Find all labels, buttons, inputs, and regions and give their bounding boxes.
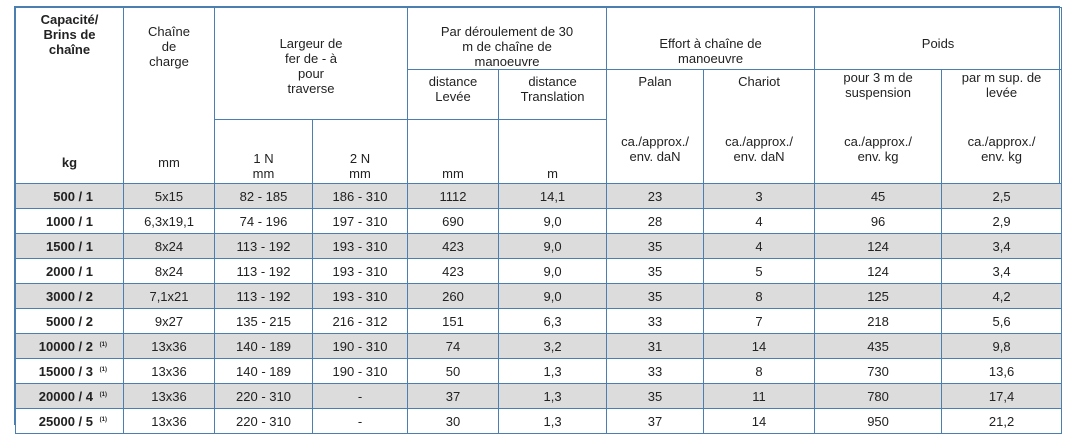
header-travel-label: Par déroulement de 30 m de chaîne de manoeuvre	[440, 24, 574, 69]
cell-weight-extra: 2,9	[942, 209, 1062, 234]
cell-capacity-value: 1500 / 1	[46, 238, 93, 254]
header-width-1n-label: 1 N	[253, 151, 274, 166]
header-width-2n-unit: mm	[349, 166, 371, 181]
header-travel-lift-label: distance Levée	[428, 74, 478, 104]
cell-width-1n: 113 - 192	[215, 234, 313, 259]
cell-travel-lift: 260	[408, 284, 499, 309]
cell-capacity	[16, 284, 124, 309]
header-width-2n-label: 2 N	[349, 151, 371, 166]
cell-effort-palan: 35	[607, 234, 704, 259]
cell-travel-lift: 37	[408, 384, 499, 409]
cell-effort-chariot: 5	[704, 259, 815, 284]
cell-effort-chariot: 7	[704, 309, 815, 334]
header-effort-palan	[607, 70, 704, 184]
cell-width-2n: 190 - 310	[313, 359, 408, 384]
footnote-marker: (1)	[99, 367, 107, 373]
cell-width-2n: 197 - 310	[313, 209, 408, 234]
cell-chain: 13x36	[124, 409, 215, 434]
cell-weight-3m: 124	[815, 259, 942, 284]
cell-capacity	[16, 259, 124, 284]
table-row	[16, 409, 1062, 434]
cell-weight-3m: 730	[815, 359, 942, 384]
table-header	[16, 8, 1062, 184]
cell-travel-trans: 1,3	[499, 409, 607, 434]
cell-weight-3m: 96	[815, 209, 942, 234]
header-weight-extra-unit: ca./approx./ env. kg	[967, 134, 1036, 164]
footnote-marker: (1)	[99, 342, 107, 348]
table-row	[16, 184, 1062, 209]
cell-effort-chariot: 4	[704, 234, 815, 259]
footnote-marker: (1)	[99, 392, 107, 398]
cell-capacity-value: 3000 / 2	[46, 288, 93, 304]
cell-weight-3m: 780	[815, 384, 942, 409]
cell-width-1n: 82 - 185	[215, 184, 313, 209]
header-width-1n-unit: mm	[252, 166, 275, 181]
cell-effort-chariot: 8	[704, 359, 815, 384]
header-weight-label: Poids	[921, 36, 955, 51]
cell-effort-chariot: 3	[704, 184, 815, 209]
header-effort-label: Effort à chaîne de manoeuvre	[659, 36, 762, 66]
cell-effort-palan: 33	[607, 309, 704, 334]
cell-chain: 13x36	[124, 359, 215, 384]
cell-chain: 8x24	[124, 234, 215, 259]
cell-width-2n: 193 - 310	[313, 234, 408, 259]
header-chain-label: Chaîne de charge	[148, 24, 190, 69]
cell-width-2n: -	[313, 409, 408, 434]
cell-travel-lift: 30	[408, 409, 499, 434]
cell-travel-lift: 690	[408, 209, 499, 234]
cell-chain: 13x36	[124, 384, 215, 409]
header-travel-trans	[499, 70, 607, 120]
header-width-1n	[215, 120, 313, 184]
header-width	[215, 8, 408, 120]
cell-travel-trans: 1,3	[499, 359, 607, 384]
cell-travel-trans: 9,0	[499, 209, 607, 234]
cell-chain: 8x24	[124, 259, 215, 284]
table-row	[16, 259, 1062, 284]
cell-travel-trans: 6,3	[499, 309, 607, 334]
cell-width-1n: 135 - 215	[215, 309, 313, 334]
header-weight-extra-label: par m sup. de levée	[961, 70, 1042, 100]
cell-effort-palan: 35	[607, 384, 704, 409]
cell-capacity-value: 2000 / 1	[46, 263, 93, 279]
cell-chain: 7,1x21	[124, 284, 215, 309]
cell-effort-palan: 33	[607, 359, 704, 384]
cell-capacity	[16, 359, 124, 384]
cell-capacity	[16, 234, 124, 259]
cell-weight-extra: 9,8	[942, 334, 1062, 359]
header-travel-trans-label: distance Translation	[520, 74, 585, 104]
cell-width-1n: 220 - 310	[215, 409, 313, 434]
cell-effort-chariot: 14	[704, 334, 815, 359]
cell-capacity	[16, 409, 124, 434]
cell-width-1n: 140 - 189	[215, 334, 313, 359]
cell-effort-palan: 35	[607, 284, 704, 309]
cell-weight-extra: 2,5	[942, 184, 1062, 209]
header-weight-3m-label: pour 3 m de suspension	[843, 70, 913, 100]
cell-width-2n: 186 - 310	[313, 184, 408, 209]
header-effort-chariot-label: Chariot	[738, 74, 780, 89]
cell-capacity	[16, 209, 124, 234]
header-travel-lift-unit: mm	[442, 166, 464, 181]
cell-weight-extra: 3,4	[942, 234, 1062, 259]
cell-chain: 13x36	[124, 334, 215, 359]
header-travel-lift-unit-cell	[408, 120, 499, 184]
cell-effort-chariot: 11	[704, 384, 815, 409]
header-travel-lift	[408, 70, 499, 120]
cell-capacity-value: 25000 / 5	[38, 413, 93, 429]
cell-width-1n: 113 - 192	[215, 284, 313, 309]
cell-width-1n: 140 - 189	[215, 359, 313, 384]
cell-width-2n: 216 - 312	[313, 309, 408, 334]
table-row	[16, 334, 1062, 359]
cell-effort-chariot: 8	[704, 284, 815, 309]
cell-effort-palan: 31	[607, 334, 704, 359]
cell-weight-extra: 21,2	[942, 409, 1062, 434]
cell-weight-3m: 125	[815, 284, 942, 309]
header-travel	[408, 8, 607, 70]
cell-weight-extra: 13,6	[942, 359, 1062, 384]
header-effort-chariot-unit: ca./approx./ env. daN	[725, 134, 793, 164]
header-width-2n	[313, 120, 408, 184]
cell-chain: 6,3x19,1	[124, 209, 215, 234]
header-chain	[124, 8, 215, 184]
header-chain-unit: mm	[158, 155, 180, 170]
cell-width-2n: -	[313, 384, 408, 409]
header-effort-palan-label: Palan	[638, 74, 672, 89]
footnote-marker: (1)	[99, 417, 107, 423]
cell-capacity	[16, 384, 124, 409]
cell-travel-trans: 9,0	[499, 234, 607, 259]
cell-weight-extra: 4,2	[942, 284, 1062, 309]
table-row	[16, 209, 1062, 234]
cell-capacity-value: 15000 / 3	[38, 363, 93, 379]
header-travel-trans-unit: m	[547, 166, 558, 181]
cell-capacity-value: 500 / 1	[53, 188, 93, 204]
header-effort-palan-unit: ca./approx./ env. daN	[621, 134, 689, 164]
cell-travel-lift: 1112	[408, 184, 499, 209]
cell-capacity	[16, 184, 124, 209]
cell-effort-palan: 23	[607, 184, 704, 209]
cell-width-2n: 193 - 310	[313, 284, 408, 309]
cell-weight-3m: 124	[815, 234, 942, 259]
cell-travel-trans: 9,0	[499, 259, 607, 284]
cell-travel-lift: 423	[408, 234, 499, 259]
cell-chain: 5x15	[124, 184, 215, 209]
cell-capacity	[16, 334, 124, 359]
header-effort	[607, 8, 815, 70]
cell-travel-lift: 423	[408, 259, 499, 284]
cell-width-1n: 113 - 192	[215, 259, 313, 284]
table-row	[16, 234, 1062, 259]
header-weight-3m	[815, 70, 942, 184]
cell-weight-extra: 5,6	[942, 309, 1062, 334]
header-width-label: Largeur de fer de - à pour traverse	[279, 36, 343, 96]
cell-weight-3m: 218	[815, 309, 942, 334]
cell-width-1n: 220 - 310	[215, 384, 313, 409]
cell-weight-extra: 17,4	[942, 384, 1062, 409]
header-travel-trans-unit-cell	[499, 120, 607, 184]
table-row	[16, 284, 1062, 309]
header-capacity-unit: kg	[61, 155, 78, 170]
cell-width-1n: 74 - 196	[215, 209, 313, 234]
header-weight-3m-unit: ca./approx./ env. kg	[844, 134, 913, 164]
cell-capacity-value: 5000 / 2	[46, 313, 93, 329]
cell-capacity-value: 1000 / 1	[46, 213, 93, 229]
cell-effort-chariot: 14	[704, 409, 815, 434]
header-effort-chariot	[704, 70, 815, 184]
cell-weight-3m: 950	[815, 409, 942, 434]
spec-table-frame	[14, 6, 1060, 429]
cell-width-2n: 190 - 310	[313, 334, 408, 359]
header-capacity-label: Capacité/ Brins de chaîne	[40, 12, 99, 57]
cell-chain: 9x27	[124, 309, 215, 334]
cell-travel-lift: 151	[408, 309, 499, 334]
cell-effort-palan: 35	[607, 259, 704, 284]
table-body	[16, 184, 1062, 434]
cell-weight-3m: 45	[815, 184, 942, 209]
cell-capacity	[16, 309, 124, 334]
spec-table	[15, 7, 1062, 434]
cell-capacity-value: 10000 / 2	[38, 338, 93, 354]
cell-travel-lift: 50	[408, 359, 499, 384]
cell-effort-palan: 37	[607, 409, 704, 434]
cell-weight-extra: 3,4	[942, 259, 1062, 284]
cell-travel-trans: 9,0	[499, 284, 607, 309]
cell-width-2n: 193 - 310	[313, 259, 408, 284]
table-row	[16, 309, 1062, 334]
cell-weight-3m: 435	[815, 334, 942, 359]
cell-travel-lift: 74	[408, 334, 499, 359]
header-capacity	[16, 8, 124, 184]
cell-capacity-value: 20000 / 4	[38, 388, 93, 404]
header-weight	[815, 8, 1062, 70]
table-row	[16, 384, 1062, 409]
cell-effort-palan: 28	[607, 209, 704, 234]
cell-travel-trans: 3,2	[499, 334, 607, 359]
table-row	[16, 359, 1062, 384]
cell-travel-trans: 14,1	[499, 184, 607, 209]
cell-travel-trans: 1,3	[499, 384, 607, 409]
header-weight-extra	[942, 70, 1062, 184]
cell-effort-chariot: 4	[704, 209, 815, 234]
